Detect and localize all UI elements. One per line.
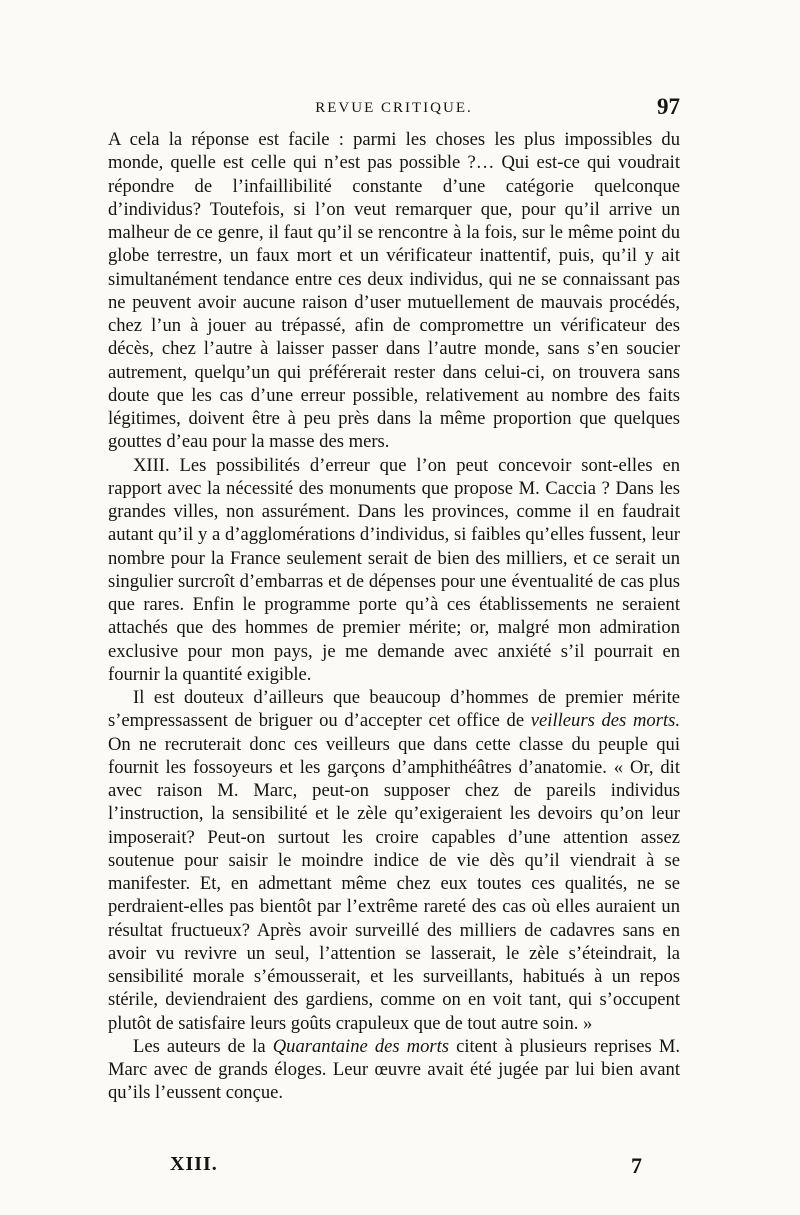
sheet-number: 7 [631, 1153, 642, 1178]
paragraph-text: citent à plusieurs reprises M. Marc avec de grands éloges. Leur œuvre avait été jugée par lui bien avant qu’ils l’eussent conçue. [108, 1035, 680, 1104]
italic-phrase: veilleurs des morts. [530, 710, 680, 732]
paragraph-text: A cela la réponse est facile : parmi les choses les plus impossibles du monde, quelle est celle qui n’est pas possible ?… Qui est-ce qui voudrait répondre de l’infaillibilité constante d’une catégorie quelconque d’individus? Toutefois, si l’on veut remarquer que, pour qu’il arrive un malheur de ce genre, il faut qu’il se rencontre à la fois, sur le même point du globe terrestre, un faux mort et un vérificateur inattentif, puis, qu’il y ait simultanément tendance entre ces deux individus, qui ne se connaissant pas ne peuvent avoir aucune raison d’user mutuellement de mauvais procédés, chez l’un à jouer au trépassé, afin de compromettre un vérificateur des décès, chez l’autre à laisser passer dans l’autre monde, sans s’en soucier autrement, quelqu’un qui préférerait rester dans celui-ci, on trouvera sans doute que les cas d’une erreur possible, relativement au nombre des faits légitimes, doivent être à peu près dans la même proportion que quelques gouttes d’eau pour la masse des mers. [108, 129, 680, 453]
italic-title: Quarantaine des morts [272, 1035, 450, 1057]
paragraph [108, 686, 680, 1035]
signature-mark: XIII. [170, 1153, 218, 1175]
paragraph [108, 1035, 680, 1105]
running-title: REVUE CRITIQUE. [315, 100, 473, 116]
page-footer [108, 1153, 680, 1185]
paragraph-text: On ne recruterait donc ces veilleurs que dans cette classe du peuple qui fournit les fossoyeurs et les garçons d’amphithéâtres d’anatomie. « Or, dit avec raison M. Marc, peut-on supposer chez de pareils individus l’instruction, la sensibilité et le zèle qu’exigeraient les devoirs qu’on leur imposerait? Peut-on surtout les croire capables d’une attention assez soutenue pour saisir le moindre indice de vie dès qu’il viendrait à se manifester. Et, en admettant même chez eux toutes ces qualités, ne se perdraient-elles pas bientôt par l’extrême rareté des cas où elles auraient un résultat fructueux? Après avoir surveillé des milliers de cadavres sans en avoir vu revivre un seul, l’attention se lasserait, le zèle s’éteindrait, la sensibilité morale s’émousserait, et les surveillants, habitués à un repos stérile, deviendraient des gardiens, comme on en voit tant, qui s’occupent plutôt de satisfaire leurs goûts crapuleux que de tout autre soin. » [108, 733, 680, 1034]
body-text [108, 128, 680, 1105]
paragraph-text: Les auteurs de la [133, 1035, 273, 1057]
page-number: 97 [657, 94, 680, 119]
page-header [108, 94, 680, 124]
paragraph [108, 128, 680, 454]
paragraph-text: XIII. Les possibilités d’erreur que l’on peut concevoir sont-elles en rapport avec la nécessité des monuments que propose M. Caccia ? Dans les grandes villes, non assurément. Dans les provinces, comme il en faudrait autant qu’il y a d’agglomérations d’individus, si faibles qu’elles fussent, leur nombre pour la France seulement serait de bien des milliers, et ce serait un singulier surcroît d’embarras et de dépenses pour une éventualité de cas plus que rares. Enfin le programme porte qu’à ces établissements ne seraient attachés que des hommes de premier mérite; or, malgré mon admiration exclusive pour mon pays, je me demande avec anxiété s’il pourrait en fournir la quantité exigible. [108, 454, 680, 685]
paragraph-section-xiii [108, 454, 680, 687]
paragraph-text: Il est douteux d’ailleurs que beaucoup d’hommes de premier mérite s’empressassent de briguer ou d’accepter cet office de [108, 687, 680, 732]
